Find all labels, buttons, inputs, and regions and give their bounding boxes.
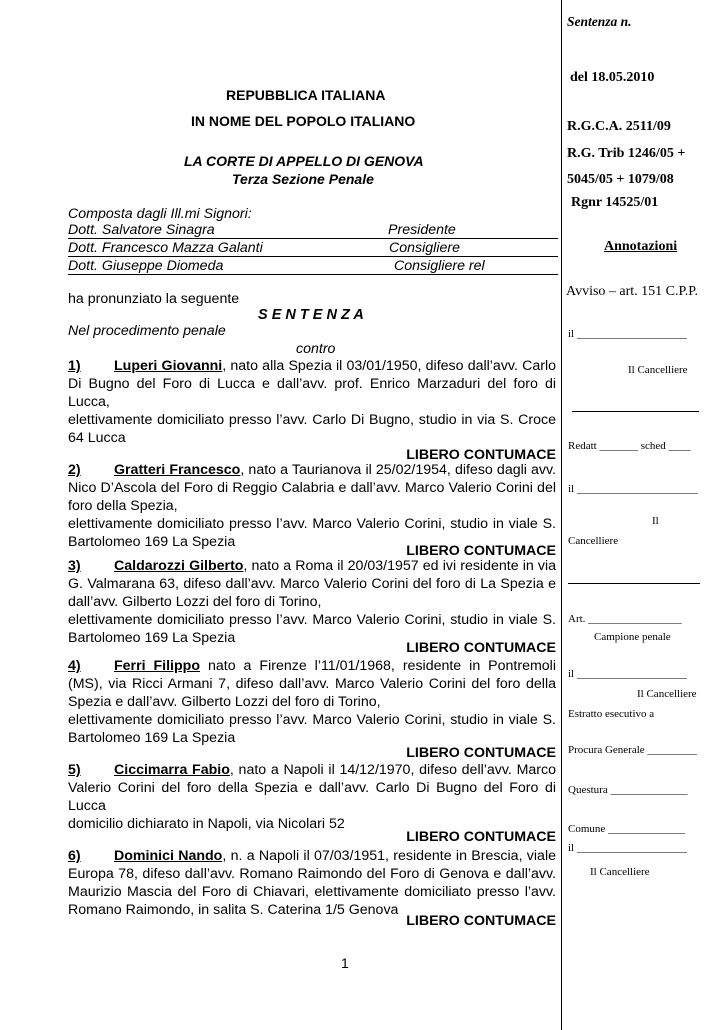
defendant-status: LIBERO CONTUMACE [406,447,556,463]
judge-role: Presidente [388,222,456,238]
judge-row [68,222,558,240]
defendant-number: 5) [68,762,81,778]
defendant-status: LIBERO CONTUMACE [406,745,556,761]
cancelliere-label-2: Cancelliere [568,535,619,547]
defendant-domicile: domicilio dichiarato in Napoli, via Nicolari 52 [68,816,345,832]
rgca-number: R.G.C.A. 2511/09 [567,119,671,134]
sentenza-date: del 18.05.2010 [570,70,655,85]
comune: Comune ______________ [568,823,686,835]
rg-trib-line-2: 5045/05 + 1079/08 [567,172,674,187]
avviso-text: Avviso – art. 151 C.P.P. [566,284,698,299]
defendant-number: 3) [68,558,81,574]
defendant-number: 2) [68,462,81,478]
people-heading: IN NOME DEL POPOLO ITALIANO [191,113,416,129]
defendant-status: LIBERO CONTUMACE [406,829,556,845]
cancelliere-signature-3: Il Cancelliere [637,688,697,700]
defendant-number: 6) [68,848,81,864]
procedimento-line: Nel procedimento penale [68,323,226,339]
judge-row [68,258,558,276]
redatt-sched: Redatt _______ sched ____ [568,440,691,452]
section-heading: Terza Sezione Penale [232,171,374,187]
annotazioni-heading: Annotazioni [604,239,678,254]
campione-penale: Campione penale [594,631,671,643]
defendant-status: LIBERO CONTUMACE [406,640,556,656]
defendant-entry [68,557,556,647]
republic-heading: REPUBBLICA ITALIANA [226,87,386,103]
defendant-entry [68,461,556,551]
defendant-details: , nato a Napoli il 14/12/1970, difeso dell’avv. Marco Valerio Corini del foro della Spezia e dall’avv. Carlo Di Bugno del Foro di Lucca [68,762,557,814]
defendant-name: Gratteri Francesco [114,462,241,478]
defendant-details: , nato a Taurianova il 25/02/1954, difeso dagli avv. Nico D’Ascola del Foro di Reggio Calabria e dall’avv. Marco Valerio Corini del foro della Spezia, [68,462,556,514]
defendant-details: , nato a Roma il 20/03/1957 ed ivi residente in via G. Valmarana 63, difeso dall’avv. Marco Valerio Corini del foro di La Spezia e dall’avv. Gilberto Lozzi del foro di Torino, [68,558,556,610]
defendant-name: Dominici Nando [114,848,223,864]
defendant-details: , n. a Napoli il 07/03/1951, residente in Brescia, viale Europa 78, difeso dall’avv. Romano Raimondo del Foro di Genova e dall’avv. Maurizio Mascia del Foro di Chiavari, elettivamente domiciliato presso l’avv. Romano Raimondo, in salita S. Caterina 1/5 Genova [68,848,556,918]
signature-line-2 [568,583,700,584]
defendant-name: Luperi Giovanni [114,358,223,374]
defendant-entry [68,847,556,919]
defendant-name: Caldarozzi Gilberto [114,558,244,574]
defendant-entry [68,761,556,833]
defendant-status: LIBERO CONTUMACE [406,913,556,929]
defendant-entry [68,657,556,747]
pronounced-line: ha pronunziato la seguente [68,291,240,307]
judge-role: Consigliere [389,240,460,256]
defendant-domicile: elettivamente domiciliato presso l’avv. Marco Valerio Corini, studio in viale S. Bartolomeo 169 La Spezia [68,516,556,550]
contro-line: contro [296,341,336,357]
cancelliere-signature-4: Il Cancelliere [590,866,650,878]
defendant-status: LIBERO CONTUMACE [406,543,556,559]
sentenza-title: S E N T E N Z A [258,307,364,323]
page-number: 1 [341,955,349,971]
judge-name: Dott. Francesco Mazza Galanti [68,240,263,256]
defendant-name: Ciccimarra Fabio [114,762,230,778]
judge-role: Consigliere rel [394,258,485,274]
judge-name: Dott. Giuseppe Diomeda [68,258,224,274]
composition-intro: Composta dagli Ill.mi Signori: [68,206,252,222]
defendant-entry [68,357,556,447]
judge-row [68,240,558,258]
rgnr-number: Rgnr 14525/01 [571,195,659,210]
sentenza-number-label: Sentenza n. [567,14,632,29]
underline [68,238,558,239]
avviso-date-blank: il ____________________ [568,328,687,340]
underline [68,274,558,275]
judge-name: Dott. Salvatore Sinagra [68,222,215,238]
defendant-domicile: elettivamente domiciliato presso l’avv. Carlo Di Bugno, studio in via S. Croce 64 Lucca [68,412,556,446]
redatt-date-blank: il ______________________ [568,483,698,495]
defendant-number: 1) [68,358,81,374]
signature-line-1 [572,411,699,412]
procura-generale: Procura Generale _________ [568,744,697,756]
art-blank: Art. _________________ [568,613,682,625]
il-label: Il [652,515,659,527]
defendant-details: nato a Firenze l’11/01/1968, residente in Pontremoli (MS), via Ricci Armani 7, difeso dall’avv. Marco Valerio Corini del foro della Spezia e dall’avv. Gilberto Lozzi del foro di Torino, [68,658,556,710]
margin-divider [561,0,562,1030]
court-heading: LA CORTE DI APPELLO DI GENOVA [184,153,424,169]
comune-date-blank: il ____________________ [568,842,687,854]
rg-trib-line-1: R.G. Trib 1246/05 + [567,146,686,161]
defendant-details: , nato alla Spezia il 03/01/1950, difeso dall’avv. Carlo Di Bugno del Foro di Lucca e dall’avv. prof. Enrico Marzaduri del foro di Lucca, [68,358,556,410]
defendant-number: 4) [68,658,81,674]
underline [68,256,558,257]
defendant-domicile: elettivamente domiciliato presso l’avv. Marco Valerio Corini, studio in viale S. Bartolomeo 169 La Spezia [68,612,556,646]
estratto-esecutivo: Estratto esecutivo a [568,708,655,720]
defendant-domicile: elettivamente domiciliato presso l’avv. Marco Valerio Corini, studio in viale S. Bartolomeo 169 La Spezia [68,712,556,746]
cancelliere-signature-1: Il Cancelliere [628,364,688,376]
defendant-name: Ferri Filippo [114,658,200,674]
campione-date-blank: il ____________________ [568,668,687,680]
questura: Questura ______________ [568,784,688,796]
